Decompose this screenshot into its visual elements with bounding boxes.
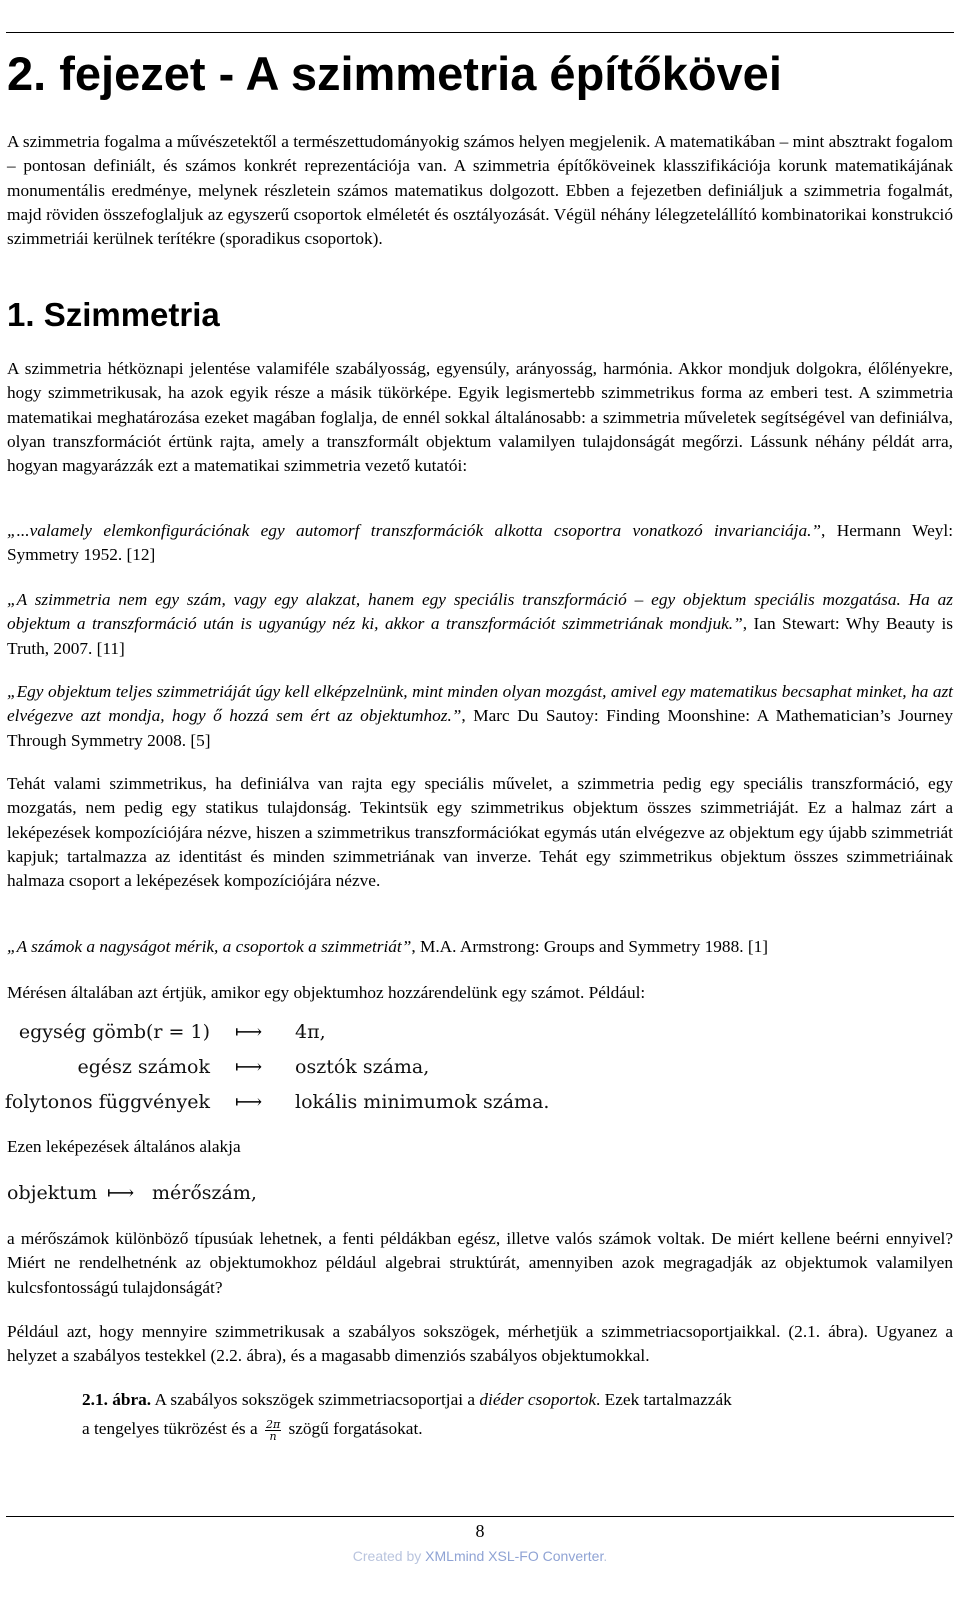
page-number: 8 (475, 1521, 485, 1541)
paragraph-symmetry-meaning: A szimmetria hétköznapi jelentése valamiféle szabályosság, egyensúly, arányosság, harmónia. Akkor mondjuk dolgokra, élőlényekre, hogy szimmetrikusak, ha azok egyik része a másik tükörképe. Egyik legismertebb szimmetrikus forma az emberi test. A szimmetria matematikai meghatározása ezeket magában foglalja, de ennél sokkal általánosabb: a szimmetria műveletek segítségével van definiálva, olyan transzformációt értünk rajta, amely a transzformált objektum valamilyen tulajdonságát megőrzi. Lássunk néhány példát arra, hogyan magyarázzák ezt a matematikai szimmetria vezető kutatói: (7, 359, 953, 476)
footer-credit: Created by XMLmind XSL-FO Converter. (352, 1548, 608, 1564)
chapter-title: 2. fejezet - A szimmetria építőkövei (7, 47, 782, 100)
angle-fraction: $\frac{2\pi}{n}$ (265, 1417, 281, 1443)
mapping-left: egység gömb(r = 1) (18, 1021, 210, 1043)
quote-armstrong (7, 935, 953, 959)
paragraph-general-form: Ezen leképezések általános alakja (7, 1137, 241, 1156)
general-form-right: mérőszám, (152, 1182, 257, 1204)
quote-stewart (7, 588, 953, 661)
converter-link[interactable]: XMLmind XSL-FO Converter (425, 1548, 604, 1564)
mapping-right: lokális minimumok száma. (295, 1091, 550, 1113)
figure-caption (82, 1385, 902, 1443)
maps-to-arrow: ⟼ (235, 1021, 263, 1043)
mapping-right: 4π, (295, 1021, 326, 1043)
dihedral-term: diéder csoportok (479, 1390, 597, 1409)
caption-line-1: 2.1. ábra. A szabályos sokszögek szimmetriacsoportjai a diéder csoportok. Ezek tartalmazzák (82, 1390, 732, 1409)
quote-text: „...valamely elemkonfigurációnak egy automorf transzformációk alkotta csoportra vonatkozó invarianciája.” (7, 521, 822, 540)
footer-rule (6, 1516, 954, 1517)
quote-source: , Marc Du Sautoy: Finding Moonshine: A Mathematician’s Journey Through Symmetry 2008. [5] (7, 706, 953, 750)
intro-paragraph: A szimmetria fogalma a művészetektől a természettudományokig számos helyen megjelenik. A matematikában – mint absztrakt fogalom – pontosan definiált, és számos konkrét reprezentációja van. A szimmetria építőköveinek klasszifikációja korunk matematikájának monumentális eredménye, melynek részletein számos matematikus dolgozott. Ebben a fejezetben definiáljuk a szimmetria fogalmát, majd röviden összefoglaljuk az egyszerű csoportok elméletét és osztályozását. Végül néhány lélegzetelállító kombinatorikai konstrukció szimmetriái kerülnek terítékre (sporadikus csoportok). (7, 132, 953, 249)
maps-to-arrow: ⟼ (235, 1056, 263, 1078)
quote-text: „A szimmetria nem egy szám, vagy egy alakzat, hanem egy speciális transzformáció – egy objektum speciális mozgatása. Ha az objektum a transzformáció után is ugyanúgy néz ki, akkor a transzformációt szimmetriának mondjuk.” (7, 590, 953, 634)
maps-to-arrow: ⟼ (235, 1091, 263, 1113)
quote-source: , Hermann Weyl: Symmetry 1952. [12] (7, 521, 953, 565)
caption-line-2: a tengelyes tükrözést és a $\frac{2\pi}{n}$ szögű forgatásokat. (82, 1417, 423, 1443)
quote-text: „A számok a nagyságot mérik, a csoportok a szimmetriát” (7, 937, 412, 956)
quote-source: , M.A. Armstrong: Groups and Symmetry 1988. [1] (411, 937, 769, 956)
quote-du-sautoy (7, 680, 953, 753)
mapping-right: osztók száma, (295, 1056, 430, 1078)
quote-text: „Egy objektum teljes szimmetriáját úgy kell elképzelnünk, mint minden olyan mozgást, amivel egy matematikus becsaphat minket, ha azt elvégezve azt mondja, hogy ő hozzá sem ért az objektumhoz.” (7, 682, 953, 726)
paragraph-symmetry-group: Tehát valami szimmetrikus, ha definiálva van rajta egy speciális művelet, a szimmetria pedig egy speciális transzformáció, egy mozgatás, nem pedig egy statikus tulajdonság. Tekintsük egy szimmetrikus objektum összes szimmetriáját. Ez a halmaz zárt a leképezések kompozíciójára nézve, hiszen a szimmetrikus transzformációkat egymás után elvégezve az objektum egy újabb szimmetriát kapjuk; tartalmazza az identitást és minden szimmetriának van inverze. Tehát egy szimmetrikus objektum összes szimmetriáinak halmaza csoport a leképezések kompozíciójára nézve. (7, 774, 953, 891)
paragraph-polygons: Például azt, hogy mennyire szimmetrikusak a szabályos sokszögek, mérhetjük a szimmetriacsoportjaikkal. (2.1. ábra). Ugyanez a helyzet a szabályos testekkel (2.2. ábra), és a magasabb dimenziós szabályos objektumokkal. (7, 1322, 953, 1366)
general-form-left: objektum (7, 1182, 98, 1204)
paragraph-measurement: Mérésen általában azt értjük, amikor egy objektumhoz hozzárendelünk egy számot. Például: (7, 983, 646, 1002)
mapping-left: egész számok (77, 1056, 210, 1078)
header-rule (6, 32, 954, 33)
quote-weyl (7, 519, 953, 568)
maps-to-arrow: ⟼ (107, 1182, 135, 1204)
figure-label: 2.1. ábra. (82, 1390, 152, 1409)
section-title: 1. Szimmetria (7, 296, 220, 333)
paragraph-measure-types: a mérőszámok különböző típusúak lehetnek, a fenti példákban egész, illetve valós számok voltak. De miért kellene beérni ennyivel? Miért ne rendelhetnénk az objektumokhoz például algebrai struktúrát, amennyiben azok megragadják az objektumok valamilyen kulcsfontosságú tulajdonságát? (7, 1229, 953, 1297)
quote-source: , Ian Stewart: Why Beauty is Truth, 2007. [11] (7, 614, 953, 658)
mapping-left: folytonos függvények (4, 1091, 210, 1113)
